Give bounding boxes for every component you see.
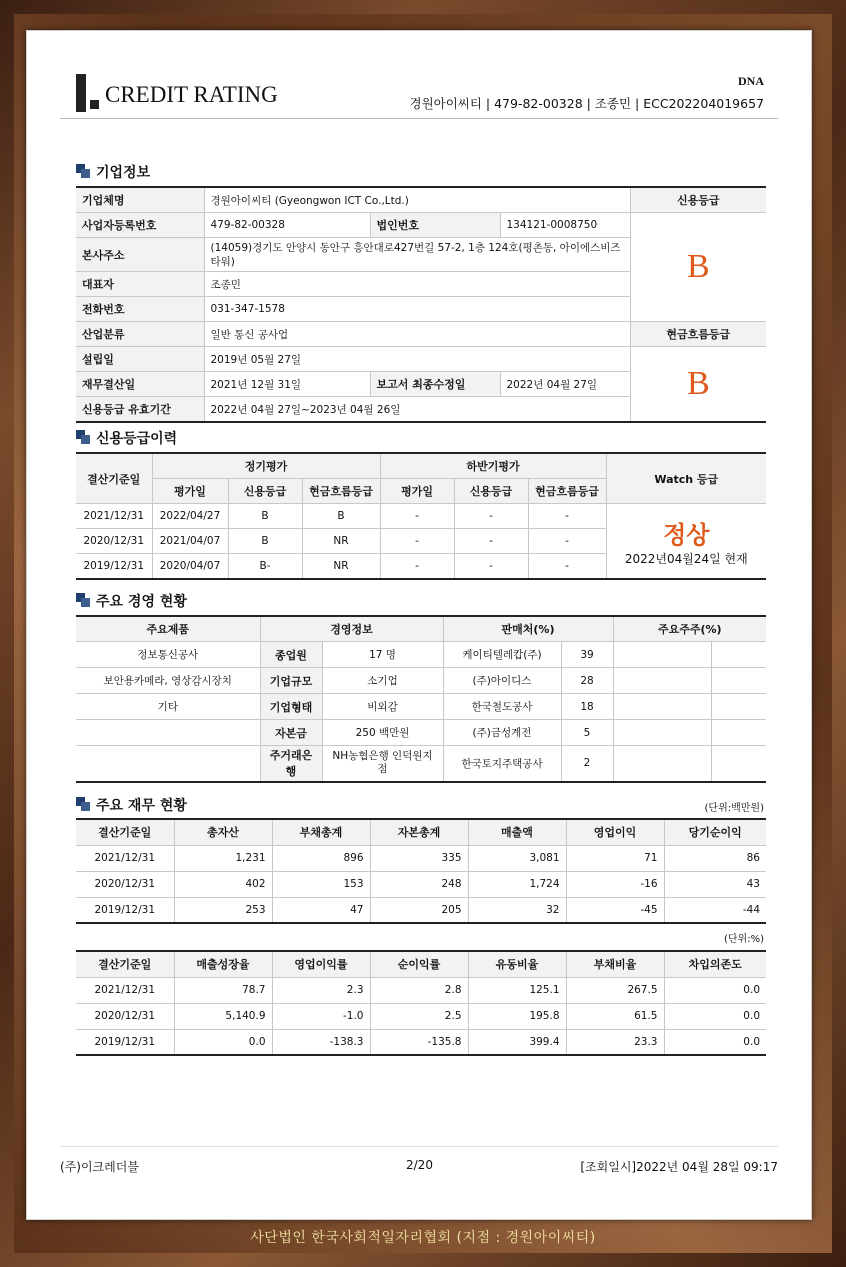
table-row — [76, 1003, 766, 1029]
sales-pct: 39 — [561, 642, 613, 668]
holder-pct — [711, 694, 766, 720]
holder-name — [613, 668, 711, 694]
ratio-header: 차입의존도 — [664, 951, 766, 977]
history-cash: NR — [302, 529, 380, 554]
header-divider — [60, 118, 778, 119]
ratio-cell: 2021/12/31 — [76, 977, 174, 1003]
fin-header: 총자산 — [174, 819, 272, 845]
footer-divider — [60, 1146, 778, 1147]
label-bizno: 사업자등록번호 — [76, 213, 204, 238]
holder-pct — [711, 668, 766, 694]
business-number: 479-82-00328 — [204, 213, 370, 238]
sales-pct: 18 — [561, 694, 613, 720]
label-corp-number: 법인번호 — [370, 213, 500, 238]
address: (14059)경기도 안양시 동안구 흥안대로427번길 57-2, 1층 124호(평촌동, 아이에스비즈타워) — [204, 238, 630, 272]
fin-cell: 896 — [272, 845, 370, 871]
history-half-date: - — [380, 529, 454, 554]
holder-name — [613, 694, 711, 720]
label-address: 본사주소 — [76, 238, 204, 272]
product-item: 정보통신공사 — [76, 642, 260, 668]
holder-pct — [711, 642, 766, 668]
section-credit-history — [76, 428, 177, 448]
header-info: 경영정보 — [260, 616, 443, 642]
history-half-date: - — [380, 554, 454, 580]
table-row — [76, 504, 766, 529]
holder-pct — [711, 720, 766, 746]
footer-company: (주)이크레더블 — [60, 1160, 139, 1174]
section-finance — [76, 795, 187, 815]
header-cash: 현금흐름등급 — [528, 479, 606, 504]
fin-cell: 71 — [566, 845, 664, 871]
table-row — [76, 668, 766, 694]
fin-cell: 3,081 — [468, 845, 566, 871]
label-phone: 전화번호 — [76, 297, 204, 322]
sales-name: 케이티텔레캅(주) — [443, 642, 561, 668]
title-dot-mark — [90, 100, 99, 109]
section-title: 주요 경영 현황 — [96, 594, 187, 610]
fin-cell: -44 — [664, 897, 766, 923]
fin-header: 당기순이익 — [664, 819, 766, 845]
section-square-icon — [76, 430, 92, 444]
label-company-name: 기업체명 — [76, 187, 204, 213]
info-label: 주거래은행 — [260, 746, 322, 782]
corp-number: 134121-0008750 — [500, 213, 630, 238]
watch-grade-cell — [606, 504, 766, 580]
label-report-date: 보고서 최종수정일 — [370, 372, 500, 397]
query-timestamp: [조회일시]2022년 04월 28일 09:17 — [580, 1160, 778, 1174]
watch-grade-date: 2022년04월24일 현재 — [624, 552, 748, 566]
fin-cell: 2020/12/31 — [76, 871, 174, 897]
ratio-cell: 195.8 — [468, 1003, 566, 1029]
cash-grade-value: B — [630, 347, 766, 423]
validity-period: 2022년 04월 27일~2023년 04월 26일 — [204, 397, 630, 423]
product-item: 기타 — [76, 694, 260, 720]
info-value: NH농협은행 인덕원지점 — [322, 746, 443, 782]
header-credit: 신용등급 — [228, 479, 302, 504]
holder-name — [613, 642, 711, 668]
ratio-cell: 0.0 — [664, 1003, 766, 1029]
history-credit: B — [228, 504, 302, 529]
ratio-cell: -138.3 — [272, 1029, 370, 1055]
info-value: 250 백만원 — [322, 720, 443, 746]
ratio-cell: 0.0 — [664, 977, 766, 1003]
header-sales: 판매처(%) — [443, 616, 613, 642]
document-page — [26, 30, 812, 1220]
ratio-cell: 5,140.9 — [174, 1003, 272, 1029]
history-date: 2021/04/07 — [152, 529, 228, 554]
watch-grade-value: 정상 — [663, 521, 710, 549]
industry: 일반 통신 공사업 — [204, 322, 630, 347]
ratio-header: 영업이익률 — [272, 951, 370, 977]
history-half-credit: - — [454, 504, 528, 529]
history-half-credit: - — [454, 529, 528, 554]
info-value: 17 명 — [322, 642, 443, 668]
info-label: 기업규모 — [260, 668, 322, 694]
fin-header: 영업이익 — [566, 819, 664, 845]
ratio-cell: 0.0 — [664, 1029, 766, 1055]
header-watch-grade: Watch 등급 — [606, 453, 766, 504]
holder-name — [613, 720, 711, 746]
fin-cell: -16 — [566, 871, 664, 897]
section-square-icon — [76, 797, 92, 811]
history-date: 2020/04/07 — [152, 554, 228, 580]
sales-pct: 2 — [561, 746, 613, 782]
section-management — [76, 591, 187, 611]
company-info-table — [76, 186, 766, 423]
info-value: 비외감 — [322, 694, 443, 720]
ratio-cell: 399.4 — [468, 1029, 566, 1055]
sales-name: (주)아이디스 — [443, 668, 561, 694]
fin-cell: -45 — [566, 897, 664, 923]
fin-cell: 205 — [370, 897, 468, 923]
founded-date: 2019년 05월 27일 — [204, 347, 630, 372]
phone-number: 031-347-1578 — [204, 297, 630, 322]
table-row — [76, 694, 766, 720]
section-square-icon — [76, 593, 92, 607]
page-title: CREDIT RATING — [105, 82, 278, 107]
header-eval-date: 평가일 — [152, 479, 228, 504]
history-half-credit: - — [454, 554, 528, 580]
fin-cell: 1,724 — [468, 871, 566, 897]
table-row — [76, 977, 766, 1003]
management-table — [76, 615, 766, 783]
ratio-header-row — [76, 951, 766, 977]
page-number: 2/20 — [406, 1158, 433, 1172]
table-row — [76, 897, 766, 923]
history-cash: B — [302, 504, 380, 529]
ratio-cell: 125.1 — [468, 977, 566, 1003]
history-half-cash: - — [528, 529, 606, 554]
ratio-cell: 78.7 — [174, 977, 272, 1003]
fin-header: 자본총계 — [370, 819, 468, 845]
unit-label-percent: (단위:%) — [724, 934, 764, 945]
sales-pct: 5 — [561, 720, 613, 746]
fin-cell: 248 — [370, 871, 468, 897]
label-founded: 설립일 — [76, 347, 204, 372]
label-credit-grade: 신용등급 — [630, 187, 766, 213]
history-credit: B- — [228, 554, 302, 580]
fiscal-date: 2021년 12월 31일 — [204, 372, 370, 397]
ratio-cell: -1.0 — [272, 1003, 370, 1029]
sales-name: 한국철도공사 — [443, 694, 561, 720]
brand-label: DNA — [738, 74, 764, 88]
fin-header: 매출액 — [468, 819, 566, 845]
header-credit: 신용등급 — [454, 479, 528, 504]
fin-cell: 1,231 — [174, 845, 272, 871]
sales-name: (주)금성계전 — [443, 720, 561, 746]
label-validity: 신용등급 유효기간 — [76, 397, 204, 423]
holder-name — [613, 746, 711, 782]
header-subtitle: 경원아이씨티 | 479-82-00328 | 조종민 | ECC202204019657 — [409, 96, 764, 111]
label-fiscal: 재무결산일 — [76, 372, 204, 397]
ceo-name: 조종민 — [204, 272, 630, 297]
fin-header: 부채총계 — [272, 819, 370, 845]
header-half-eval: 하반기평가 — [380, 453, 606, 479]
sales-name: 한국토지주택공사 — [443, 746, 561, 782]
fin-cell: 402 — [174, 871, 272, 897]
history-base: 2021/12/31 — [76, 504, 152, 529]
credit-grade-value: B — [630, 213, 766, 322]
fin-cell: 32 — [468, 897, 566, 923]
ratio-header: 순이익률 — [370, 951, 468, 977]
ratio-cell: 267.5 — [566, 977, 664, 1003]
label-cash-grade: 현금흐름등급 — [630, 322, 766, 347]
ratio-cell: -135.8 — [370, 1029, 468, 1055]
holder-pct — [711, 746, 766, 782]
ratio-cell: 61.5 — [566, 1003, 664, 1029]
product-item — [76, 720, 260, 746]
header-cash: 현금흐름등급 — [302, 479, 380, 504]
ratio-header: 유동비율 — [468, 951, 566, 977]
fin-cell: 86 — [664, 845, 766, 871]
section-title: 신용등급이력 — [96, 431, 178, 447]
header-base-date: 결산기준일 — [76, 453, 152, 504]
fin-cell: 43 — [664, 871, 766, 897]
history-half-cash: - — [528, 554, 606, 580]
table-row — [76, 720, 766, 746]
company-name: 경원아이씨티 (Gyeongwon ICT Co.,Ltd.) — [204, 187, 630, 213]
ratio-header: 부채비율 — [566, 951, 664, 977]
fin-cell: 47 — [272, 897, 370, 923]
table-row — [76, 845, 766, 871]
fin-cell: 2019/12/31 — [76, 897, 174, 923]
history-cash: NR — [302, 554, 380, 580]
table-row — [76, 871, 766, 897]
fin-cell: 153 — [272, 871, 370, 897]
history-base: 2019/12/31 — [76, 554, 152, 580]
product-item — [76, 746, 260, 782]
product-item: 보안용카메라, 영상감시장치 — [76, 668, 260, 694]
label-industry: 산업분류 — [76, 322, 204, 347]
ratio-cell: 2.3 — [272, 977, 370, 1003]
info-value: 소기업 — [322, 668, 443, 694]
info-label: 종업원 — [260, 642, 322, 668]
unit-label-million: (단위:백만원) — [704, 803, 764, 814]
header-eval-date: 평가일 — [380, 479, 454, 504]
fin-cell: 335 — [370, 845, 468, 871]
header-products: 주요제품 — [76, 616, 260, 642]
section-title: 기업정보 — [96, 165, 151, 181]
label-ceo: 대표자 — [76, 272, 204, 297]
history-half-cash: - — [528, 504, 606, 529]
header-holders: 주요주주(%) — [613, 616, 766, 642]
ratio-header: 매출성장율 — [174, 951, 272, 977]
info-label: 자본금 — [260, 720, 322, 746]
ratio-cell: 2020/12/31 — [76, 1003, 174, 1029]
fin-cell: 253 — [174, 897, 272, 923]
section-square-icon — [76, 164, 92, 178]
ratio-table — [76, 950, 766, 1056]
title-bar-mark — [76, 74, 86, 112]
info-label: 기업형태 — [260, 694, 322, 720]
ratio-cell: 0.0 — [174, 1029, 272, 1055]
history-credit: B — [228, 529, 302, 554]
history-base: 2020/12/31 — [76, 529, 152, 554]
table-row — [76, 1029, 766, 1055]
ratio-cell: 2019/12/31 — [76, 1029, 174, 1055]
association-banner: 사단법인 한국사회적일자리협회 (지점 : 경원아이씨티) — [250, 1230, 596, 1246]
credit-history-table — [76, 452, 766, 580]
history-half-date: - — [380, 504, 454, 529]
finance-header-row — [76, 819, 766, 845]
ratio-cell: 23.3 — [566, 1029, 664, 1055]
finance-table — [76, 818, 766, 924]
history-date: 2022/04/27 — [152, 504, 228, 529]
fin-header: 결산기준일 — [76, 819, 174, 845]
table-row — [76, 642, 766, 668]
ratio-cell: 2.5 — [370, 1003, 468, 1029]
section-company-info — [76, 162, 150, 182]
fin-cell: 2021/12/31 — [76, 845, 174, 871]
section-title: 주요 재무 현황 — [96, 798, 187, 814]
sales-pct: 28 — [561, 668, 613, 694]
ratio-header: 결산기준일 — [76, 951, 174, 977]
report-date: 2022년 04월 27일 — [500, 372, 630, 397]
table-row — [76, 746, 766, 782]
ratio-cell: 2.8 — [370, 977, 468, 1003]
header-regular-eval: 정기평가 — [152, 453, 380, 479]
